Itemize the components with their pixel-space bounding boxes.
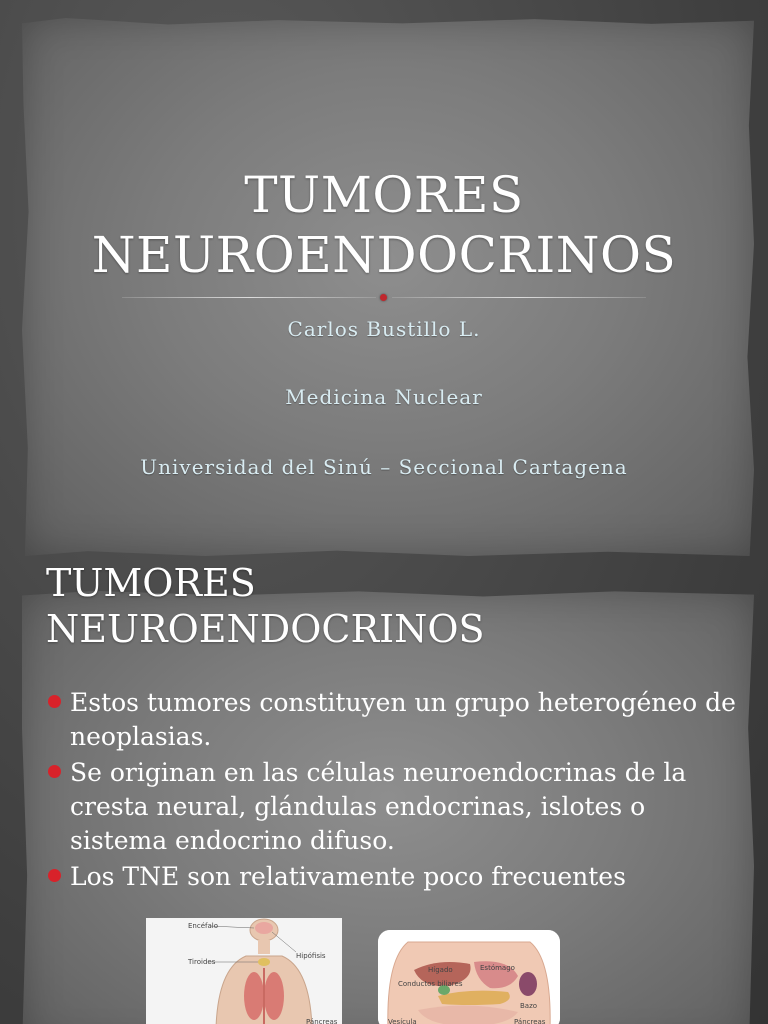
slide2-title-line2: NEUROENDOCRINOS: [46, 607, 485, 651]
institution-name: Universidad del Sinú – Seccional Cartagena: [140, 455, 628, 479]
department-name: Medicina Nuclear: [285, 385, 483, 409]
endocrine-system-figure: [146, 918, 342, 1024]
bullet-dot-icon: [48, 695, 61, 708]
divider-line-left: [122, 297, 376, 298]
title-divider: [122, 297, 646, 299]
bullet-dot-icon: [48, 869, 61, 882]
bullet-list: [46, 686, 736, 896]
bullet-text: Los TNE son relativamente poco frecuentes: [70, 862, 626, 891]
slide2-title: [46, 560, 485, 652]
bullet-text: Se originan en las células neuroendocrinas de la cresta neural, glándulas endocrinas, islotes o sistema endocrino difuso.: [70, 758, 687, 855]
list-item: [46, 756, 736, 858]
bullet-dot-icon: [48, 765, 61, 778]
divider-line-right: [392, 297, 646, 298]
list-item: [46, 860, 736, 894]
bullet-text: Estos tumores constituyen un grupo heterogéneo de neoplasias.: [70, 688, 736, 751]
figure2-label: Bazo: [520, 1002, 538, 1010]
figure2-label: Estómago: [480, 964, 515, 972]
figure1-label: Tiroides: [188, 958, 216, 966]
figure2-label: Páncreas: [514, 1018, 546, 1024]
figure1-label: Encéfalo: [188, 922, 218, 930]
figure2-label: Hígado: [428, 966, 453, 974]
slide1-title-line1: TUMORES: [244, 166, 524, 224]
author-name: Carlos Bustillo L.: [287, 317, 481, 341]
endocrine-body-illustration: [146, 918, 342, 1024]
abdominal-anatomy-figure: [378, 930, 560, 1024]
figure1-label: Hipófisis: [296, 952, 326, 960]
figure1-label: Páncreas: [306, 1018, 338, 1024]
figure2-label: Vesícula: [388, 1018, 417, 1024]
slide1-title-line2: NEUROENDOCRINOS: [91, 226, 677, 284]
figure2-label: Conductos biliares: [398, 980, 463, 988]
slide2-title-line1: TUMORES: [46, 561, 256, 605]
slide1-title: [0, 165, 768, 285]
divider-dot: [380, 294, 387, 301]
list-item: [46, 686, 736, 754]
